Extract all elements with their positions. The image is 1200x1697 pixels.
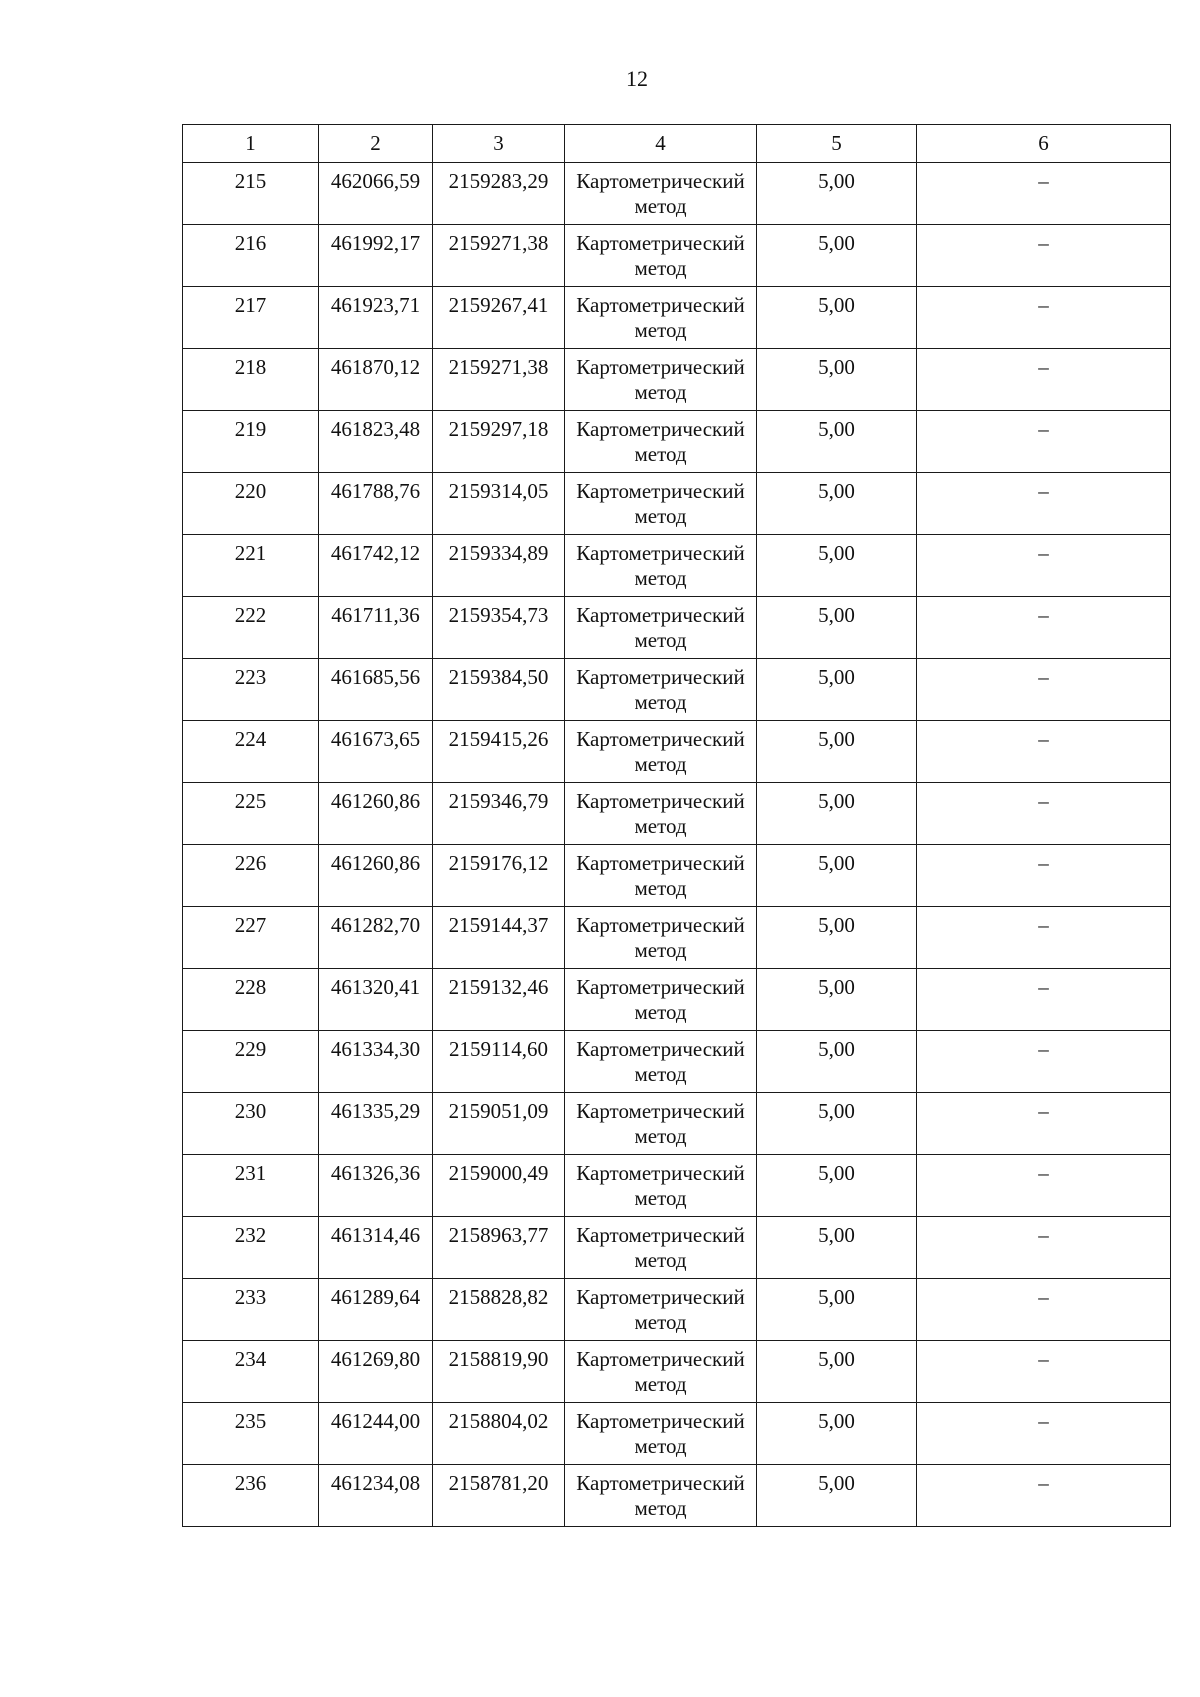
y-coordinate-cell: 2159000,49 xyxy=(433,1155,565,1217)
method-line-2: метод xyxy=(634,1186,687,1210)
method-cell xyxy=(565,163,757,225)
x-coordinate-cell: 461260,86 xyxy=(319,783,433,845)
table-row xyxy=(183,1279,1171,1341)
accuracy-cell: 5,00 xyxy=(757,411,917,473)
method-line-1: Картометрический xyxy=(576,169,745,193)
table-row xyxy=(183,1217,1171,1279)
table-row xyxy=(183,1093,1171,1155)
y-coordinate-cell: 2159132,46 xyxy=(433,969,565,1031)
method-cell xyxy=(565,1279,757,1341)
page-number: 12 xyxy=(626,66,648,91)
method-line-2: метод xyxy=(634,566,687,590)
method-cell xyxy=(565,907,757,969)
table-row xyxy=(183,535,1171,597)
accuracy-cell: 5,00 xyxy=(757,287,917,349)
method-line-2: метод xyxy=(634,1496,687,1520)
accuracy-cell: 5,00 xyxy=(757,535,917,597)
y-coordinate-cell: 2158828,82 xyxy=(433,1279,565,1341)
method-line-2: метод xyxy=(634,938,687,962)
table-row xyxy=(183,1465,1171,1527)
y-coordinate-cell: 2159051,09 xyxy=(433,1093,565,1155)
accuracy-cell: 5,00 xyxy=(757,783,917,845)
note-cell: – xyxy=(917,845,1171,907)
note-cell: – xyxy=(917,1155,1171,1217)
x-coordinate-cell: 461320,41 xyxy=(319,969,433,1031)
x-coordinate-cell: 461870,12 xyxy=(319,349,433,411)
y-coordinate-cell: 2159283,29 xyxy=(433,163,565,225)
y-coordinate-cell: 2159334,89 xyxy=(433,535,565,597)
x-coordinate-cell: 461244,00 xyxy=(319,1403,433,1465)
y-coordinate-cell: 2159267,41 xyxy=(433,287,565,349)
note-cell: – xyxy=(917,1341,1171,1403)
method-line-2: метод xyxy=(634,318,687,342)
note-cell: – xyxy=(917,597,1171,659)
x-coordinate-cell: 461923,71 xyxy=(319,287,433,349)
x-coordinate-cell: 461742,12 xyxy=(319,535,433,597)
table-row xyxy=(183,287,1171,349)
method-line-1: Картометрический xyxy=(576,665,745,689)
x-coordinate-cell: 461289,64 xyxy=(319,1279,433,1341)
point-number-cell: 225 xyxy=(183,783,319,845)
method-line-1: Картометрический xyxy=(576,727,745,751)
accuracy-cell: 5,00 xyxy=(757,1155,917,1217)
point-number-cell: 227 xyxy=(183,907,319,969)
method-cell xyxy=(565,783,757,845)
method-cell xyxy=(565,1093,757,1155)
note-cell: – xyxy=(917,721,1171,783)
method-line-2: метод xyxy=(634,256,687,280)
method-line-2: метод xyxy=(634,814,687,838)
accuracy-cell: 5,00 xyxy=(757,1093,917,1155)
y-coordinate-cell: 2159415,26 xyxy=(433,721,565,783)
method-line-2: метод xyxy=(634,1248,687,1272)
point-number-cell: 232 xyxy=(183,1217,319,1279)
point-number-cell: 217 xyxy=(183,287,319,349)
method-line-2: метод xyxy=(634,752,687,776)
y-coordinate-cell: 2159271,38 xyxy=(433,349,565,411)
method-line-1: Картометрический xyxy=(576,355,745,379)
method-cell xyxy=(565,1465,757,1527)
note-cell: – xyxy=(917,659,1171,721)
method-cell xyxy=(565,969,757,1031)
point-number-cell: 226 xyxy=(183,845,319,907)
note-cell: – xyxy=(917,1093,1171,1155)
point-number-cell: 219 xyxy=(183,411,319,473)
method-line-1: Картометрический xyxy=(576,1347,745,1371)
header-col-2: 2 xyxy=(319,125,433,163)
method-line-2: метод xyxy=(634,876,687,900)
header-col-5: 5 xyxy=(757,125,917,163)
accuracy-cell: 5,00 xyxy=(757,349,917,411)
x-coordinate-cell: 461326,36 xyxy=(319,1155,433,1217)
accuracy-cell: 5,00 xyxy=(757,473,917,535)
y-coordinate-cell: 2159114,60 xyxy=(433,1031,565,1093)
method-line-2: метод xyxy=(634,1434,687,1458)
table-body xyxy=(183,163,1171,1527)
table-header xyxy=(183,125,1171,163)
header-row xyxy=(183,125,1171,163)
coordinates-table xyxy=(182,124,1171,1527)
method-line-2: метод xyxy=(634,1062,687,1086)
accuracy-cell: 5,00 xyxy=(757,1279,917,1341)
table-row xyxy=(183,473,1171,535)
method-cell xyxy=(565,1031,757,1093)
table-row xyxy=(183,1403,1171,1465)
accuracy-cell: 5,00 xyxy=(757,163,917,225)
table-row xyxy=(183,783,1171,845)
accuracy-cell: 5,00 xyxy=(757,845,917,907)
method-line-2: метод xyxy=(634,1124,687,1148)
point-number-cell: 220 xyxy=(183,473,319,535)
table-row xyxy=(183,597,1171,659)
note-cell: – xyxy=(917,1217,1171,1279)
note-cell: – xyxy=(917,1465,1171,1527)
method-line-1: Картометрический xyxy=(576,1223,745,1247)
note-cell: – xyxy=(917,349,1171,411)
note-cell: – xyxy=(917,287,1171,349)
point-number-cell: 224 xyxy=(183,721,319,783)
y-coordinate-cell: 2158819,90 xyxy=(433,1341,565,1403)
method-cell xyxy=(565,721,757,783)
point-number-cell: 236 xyxy=(183,1465,319,1527)
accuracy-cell: 5,00 xyxy=(757,1031,917,1093)
table-row xyxy=(183,1341,1171,1403)
method-cell xyxy=(565,473,757,535)
x-coordinate-cell: 461269,80 xyxy=(319,1341,433,1403)
method-line-1: Картометрический xyxy=(576,603,745,627)
x-coordinate-cell: 461823,48 xyxy=(319,411,433,473)
x-coordinate-cell: 461673,65 xyxy=(319,721,433,783)
point-number-cell: 218 xyxy=(183,349,319,411)
point-number-cell: 230 xyxy=(183,1093,319,1155)
table-row xyxy=(183,349,1171,411)
x-coordinate-cell: 461992,17 xyxy=(319,225,433,287)
accuracy-cell: 5,00 xyxy=(757,1403,917,1465)
method-line-2: метод xyxy=(634,442,687,466)
y-coordinate-cell: 2159314,05 xyxy=(433,473,565,535)
point-number-cell: 233 xyxy=(183,1279,319,1341)
y-coordinate-cell: 2159384,50 xyxy=(433,659,565,721)
method-line-1: Картометрический xyxy=(576,541,745,565)
accuracy-cell: 5,00 xyxy=(757,969,917,1031)
note-cell: – xyxy=(917,535,1171,597)
y-coordinate-cell: 2159176,12 xyxy=(433,845,565,907)
table-row xyxy=(183,659,1171,721)
note-cell: – xyxy=(917,411,1171,473)
table-row xyxy=(183,1031,1171,1093)
x-coordinate-cell: 461282,70 xyxy=(319,907,433,969)
table-row xyxy=(183,845,1171,907)
point-number-cell: 234 xyxy=(183,1341,319,1403)
method-line-2: метод xyxy=(634,1310,687,1334)
point-number-cell: 223 xyxy=(183,659,319,721)
method-line-2: метод xyxy=(634,194,687,218)
method-cell xyxy=(565,225,757,287)
table-row xyxy=(183,969,1171,1031)
method-line-1: Картометрический xyxy=(576,1099,745,1123)
table-row xyxy=(183,225,1171,287)
table-row xyxy=(183,411,1171,473)
method-cell xyxy=(565,1217,757,1279)
y-coordinate-cell: 2159271,38 xyxy=(433,225,565,287)
y-coordinate-cell: 2158804,02 xyxy=(433,1403,565,1465)
point-number-cell: 216 xyxy=(183,225,319,287)
method-line-1: Картометрический xyxy=(576,1037,745,1061)
method-cell xyxy=(565,845,757,907)
x-coordinate-cell: 461335,29 xyxy=(319,1093,433,1155)
method-cell xyxy=(565,411,757,473)
method-line-1: Картометрический xyxy=(576,975,745,999)
table-row xyxy=(183,907,1171,969)
note-cell: – xyxy=(917,783,1171,845)
method-line-1: Картометрический xyxy=(576,1285,745,1309)
x-coordinate-cell: 461314,46 xyxy=(319,1217,433,1279)
method-line-1: Картометрический xyxy=(576,231,745,255)
header-col-4: 4 xyxy=(565,125,757,163)
accuracy-cell: 5,00 xyxy=(757,1341,917,1403)
x-coordinate-cell: 461334,30 xyxy=(319,1031,433,1093)
y-coordinate-cell: 2159354,73 xyxy=(433,597,565,659)
method-line-2: метод xyxy=(634,690,687,714)
method-line-1: Картометрический xyxy=(576,851,745,875)
method-cell xyxy=(565,287,757,349)
method-line-1: Картометрический xyxy=(576,1161,745,1185)
point-number-cell: 222 xyxy=(183,597,319,659)
y-coordinate-cell: 2158781,20 xyxy=(433,1465,565,1527)
accuracy-cell: 5,00 xyxy=(757,721,917,783)
header-col-3: 3 xyxy=(433,125,565,163)
y-coordinate-cell: 2159144,37 xyxy=(433,907,565,969)
y-coordinate-cell: 2158963,77 xyxy=(433,1217,565,1279)
method-line-2: метод xyxy=(634,628,687,652)
point-number-cell: 228 xyxy=(183,969,319,1031)
accuracy-cell: 5,00 xyxy=(757,597,917,659)
x-coordinate-cell: 461685,56 xyxy=(319,659,433,721)
method-line-1: Картометрический xyxy=(576,293,745,317)
table-row xyxy=(183,1155,1171,1217)
method-line-2: метод xyxy=(634,1372,687,1396)
table-row xyxy=(183,163,1171,225)
method-cell xyxy=(565,1403,757,1465)
method-line-2: метод xyxy=(634,380,687,404)
method-line-1: Картометрический xyxy=(576,479,745,503)
y-coordinate-cell: 2159346,79 xyxy=(433,783,565,845)
accuracy-cell: 5,00 xyxy=(757,659,917,721)
method-line-2: метод xyxy=(634,504,687,528)
point-number-cell: 231 xyxy=(183,1155,319,1217)
method-line-1: Картометрический xyxy=(576,1409,745,1433)
method-line-1: Картометрический xyxy=(576,789,745,813)
method-cell xyxy=(565,597,757,659)
x-coordinate-cell: 461260,86 xyxy=(319,845,433,907)
note-cell: – xyxy=(917,969,1171,1031)
method-cell xyxy=(565,349,757,411)
method-line-1: Картометрический xyxy=(576,913,745,937)
method-line-2: метод xyxy=(634,1000,687,1024)
note-cell: – xyxy=(917,907,1171,969)
x-coordinate-cell: 461711,36 xyxy=(319,597,433,659)
table-row xyxy=(183,721,1171,783)
header-col-6: 6 xyxy=(917,125,1171,163)
note-cell: – xyxy=(917,163,1171,225)
y-coordinate-cell: 2159297,18 xyxy=(433,411,565,473)
note-cell: – xyxy=(917,1031,1171,1093)
method-cell xyxy=(565,535,757,597)
method-line-1: Картометрический xyxy=(576,1471,745,1495)
accuracy-cell: 5,00 xyxy=(757,1465,917,1527)
point-number-cell: 229 xyxy=(183,1031,319,1093)
note-cell: – xyxy=(917,1279,1171,1341)
point-number-cell: 221 xyxy=(183,535,319,597)
point-number-cell: 235 xyxy=(183,1403,319,1465)
note-cell: – xyxy=(917,225,1171,287)
method-cell xyxy=(565,659,757,721)
x-coordinate-cell: 461788,76 xyxy=(319,473,433,535)
note-cell: – xyxy=(917,1403,1171,1465)
accuracy-cell: 5,00 xyxy=(757,907,917,969)
x-coordinate-cell: 462066,59 xyxy=(319,163,433,225)
header-col-1: 1 xyxy=(183,125,319,163)
x-coordinate-cell: 461234,08 xyxy=(319,1465,433,1527)
point-number-cell: 215 xyxy=(183,163,319,225)
accuracy-cell: 5,00 xyxy=(757,1217,917,1279)
note-cell: – xyxy=(917,473,1171,535)
accuracy-cell: 5,00 xyxy=(757,225,917,287)
method-cell xyxy=(565,1155,757,1217)
method-line-1: Картометрический xyxy=(576,417,745,441)
method-cell xyxy=(565,1341,757,1403)
